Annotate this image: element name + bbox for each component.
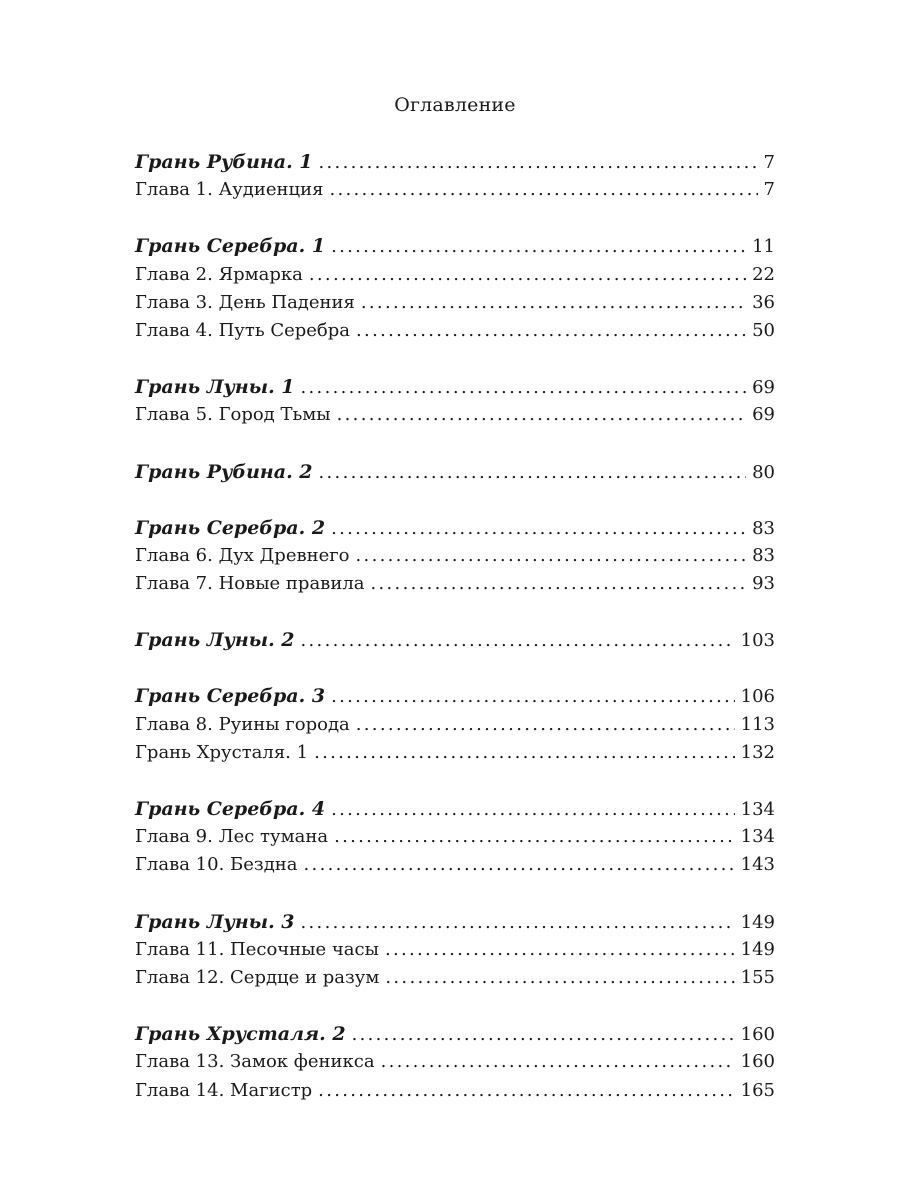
toc-part-entry xyxy=(135,626,775,654)
toc-page-number: 7 xyxy=(763,152,775,173)
toc-chapter-entry xyxy=(135,317,775,345)
dot-leader xyxy=(331,796,735,824)
toc-entry-label: Глава 5. Город Тьмы xyxy=(135,404,331,426)
toc-page-number: 160 xyxy=(740,1024,775,1046)
dot-leader xyxy=(331,683,735,711)
toc-chapter-entry xyxy=(135,542,775,570)
table-of-contents xyxy=(135,148,775,1105)
dot-leader xyxy=(301,627,735,655)
toc-page-number: 160 xyxy=(740,1051,775,1073)
toc-entry-label: Глава 7. Новые правила xyxy=(135,573,365,595)
dot-leader xyxy=(337,401,746,429)
toc-page-number: 7 xyxy=(763,179,775,201)
dot-leader xyxy=(381,1048,735,1076)
toc-entry-label: Глава 11. Песочные часы xyxy=(135,938,379,960)
toc-page-number: 93 xyxy=(752,573,775,595)
toc-entry-label: Грань Рубина. 1 xyxy=(135,151,313,173)
toc-page-number: 80 xyxy=(752,461,775,483)
dot-leader xyxy=(356,711,735,739)
toc-page-number: 149 xyxy=(740,938,775,960)
toc-chapter-entry xyxy=(135,936,775,964)
toc-entry-label: Грань Серебра. 2 xyxy=(135,516,326,539)
toc-chapter-entry xyxy=(135,570,775,598)
toc-entry-label: Грань Луны. 2 xyxy=(135,629,295,652)
toc-page-number: 11 xyxy=(752,236,775,258)
toc-page-number: 134 xyxy=(740,799,775,820)
toc-entry-label: Грань Хрусталя. 1 xyxy=(135,741,309,763)
dot-leader xyxy=(385,964,734,992)
toc-entry-label: Грань Серебра. 1 xyxy=(135,235,326,258)
toc-entry-label: Грань Рубина. 2 xyxy=(135,460,313,483)
dot-leader xyxy=(370,570,746,598)
toc-page-number: 165 xyxy=(740,1079,775,1101)
toc-entry-label: Глава 13. Замок феникса xyxy=(135,1051,375,1073)
dot-leader xyxy=(329,176,757,204)
dot-leader xyxy=(331,515,746,543)
toc-part-entry xyxy=(135,795,775,823)
dot-leader xyxy=(361,289,746,317)
toc-entry-label: Глава 3. День Падения xyxy=(135,291,355,313)
page-title: Оглавление xyxy=(394,94,516,116)
dot-leader xyxy=(304,851,735,879)
toc-part-entry xyxy=(135,514,775,542)
dot-leader xyxy=(309,261,746,289)
toc-chapter-entry xyxy=(135,851,775,879)
dot-leader xyxy=(334,823,735,851)
toc-page-number: 22 xyxy=(752,263,775,285)
dot-leader xyxy=(301,374,747,402)
toc-chapter-entry xyxy=(135,823,775,851)
toc-page-number: 113 xyxy=(740,713,775,735)
dot-leader xyxy=(319,459,747,487)
toc-part-entry xyxy=(135,373,775,401)
dot-leader xyxy=(314,739,735,767)
toc-page-number: 149 xyxy=(740,911,775,933)
toc-entry-label: Грань Серебра. 3 xyxy=(135,685,326,708)
toc-entry-label: Глава 10. Бездна xyxy=(135,854,298,876)
toc-entry-label: Глава 2. Ярмарка xyxy=(135,263,303,285)
dot-leader xyxy=(331,233,746,261)
toc-page-number: 50 xyxy=(752,319,775,341)
toc-page-number: 103 xyxy=(740,630,775,652)
dot-leader xyxy=(385,936,735,964)
toc-part-entry xyxy=(135,458,775,486)
toc-page-number: 155 xyxy=(740,966,775,988)
toc-entry-label: Глава 6. Дух Древнего xyxy=(135,544,350,566)
toc-part-entry xyxy=(135,1020,775,1048)
toc-page-number: 106 xyxy=(740,686,775,708)
toc-page-number: 83 xyxy=(752,517,775,539)
dot-leader xyxy=(356,542,747,570)
toc-entry-label: Глава 12. Сердце и разум xyxy=(135,966,380,988)
dot-leader xyxy=(319,149,758,177)
toc-entry-label: Глава 9. Лес тумана xyxy=(135,826,329,848)
toc-part-entry xyxy=(135,148,775,176)
book-page xyxy=(135,0,775,1200)
toc-chapter-entry xyxy=(135,739,775,767)
toc-page-number: 69 xyxy=(752,404,775,426)
toc-page-number: 69 xyxy=(752,377,775,399)
toc-chapter-entry xyxy=(135,964,775,992)
dot-leader xyxy=(318,1077,734,1105)
toc-entry-label: Грань Серебра. 4 xyxy=(135,798,326,820)
toc-entry-label: Грань Луны. 3 xyxy=(135,910,295,933)
toc-part-entry xyxy=(135,232,775,260)
toc-chapter-entry xyxy=(135,176,775,204)
toc-part-entry xyxy=(135,682,775,710)
toc-chapter-entry xyxy=(135,1077,775,1105)
toc-page-number: 132 xyxy=(740,741,775,763)
toc-entry-label: Глава 14. Магистр xyxy=(135,1079,313,1101)
toc-entry-label: Грань Хрусталя. 2 xyxy=(135,1023,346,1046)
toc-chapter-entry xyxy=(135,289,775,317)
toc-page-number: 143 xyxy=(740,854,775,876)
toc-entry-label: Глава 1. Аудиенция xyxy=(135,179,324,201)
toc-entry-label: Глава 8. Руины города xyxy=(135,713,350,735)
toc-chapter-entry xyxy=(135,1048,775,1076)
dot-leader xyxy=(352,1021,735,1049)
dot-leader xyxy=(301,909,735,937)
toc-entry-label: Грань Луны. 1 xyxy=(135,376,295,399)
toc-chapter-entry xyxy=(135,261,775,289)
toc-page-number: 134 xyxy=(740,826,775,848)
toc-part-entry xyxy=(135,908,775,936)
toc-chapter-entry xyxy=(135,711,775,739)
toc-chapter-entry xyxy=(135,401,775,429)
dot-leader xyxy=(356,317,746,345)
toc-entry-label: Глава 4. Путь Серебра xyxy=(135,319,351,341)
toc-page-number: 83 xyxy=(752,544,775,566)
toc-page-number: 36 xyxy=(752,291,775,313)
